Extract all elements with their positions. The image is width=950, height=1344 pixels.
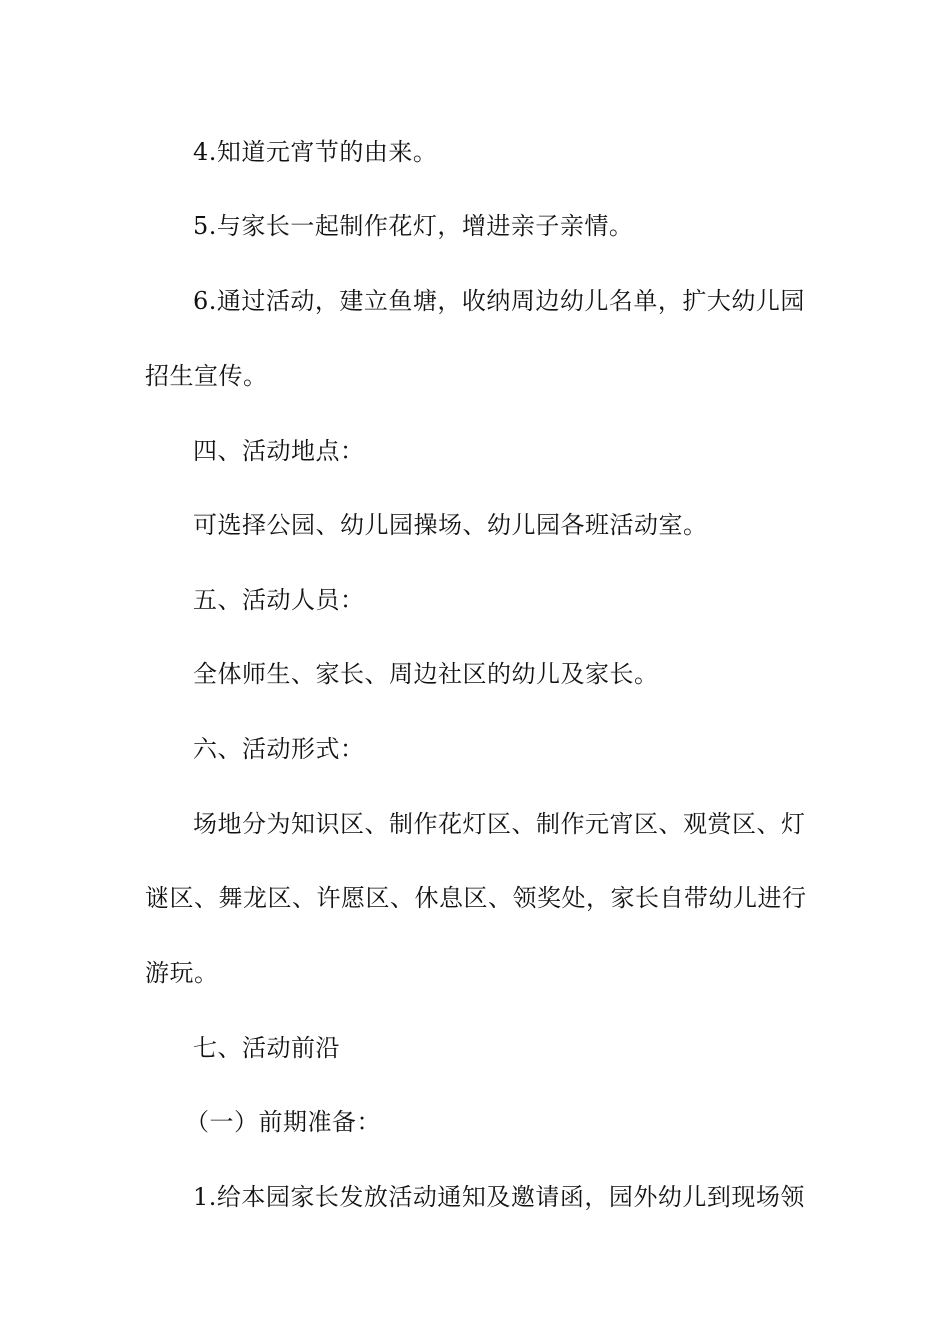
section-heading: 四、活动地点：: [193, 437, 365, 465]
list-item: 4.知道元宵节的由来。: [193, 138, 438, 166]
list-item: 5.与家长一起制作花灯，增进亲子亲情。: [193, 212, 634, 240]
list-item: 1.给本园家长发放活动通知及邀请函，园外幼儿到现场领: [193, 1183, 805, 1211]
section-heading: 五、活动人员：: [193, 586, 365, 614]
section-heading: 六、活动形式：: [193, 735, 365, 763]
paragraph: 场地分为知识区、制作花灯区、制作元宵区、观赏区、灯: [193, 810, 806, 838]
paragraph-continuation: 谜区、舞龙区、许愿区、休息区、领奖处，家长自带幼儿进行: [145, 884, 807, 912]
list-item: 6.通过活动，建立鱼塘，收纳周边幼儿名单，扩大幼儿园: [193, 287, 805, 315]
paragraph-continuation: 招生宣传。: [145, 362, 268, 390]
section-heading: 七、活动前沿: [193, 1034, 340, 1062]
paragraph: 全体师生、家长、周边社区的幼儿及家长。: [193, 660, 659, 688]
paragraph-continuation: 游玩。: [145, 959, 219, 987]
paragraph: 可选择公园、幼儿园操场、幼儿园各班活动室。: [193, 511, 708, 539]
subsection-heading: （一）前期准备：: [185, 1108, 381, 1136]
